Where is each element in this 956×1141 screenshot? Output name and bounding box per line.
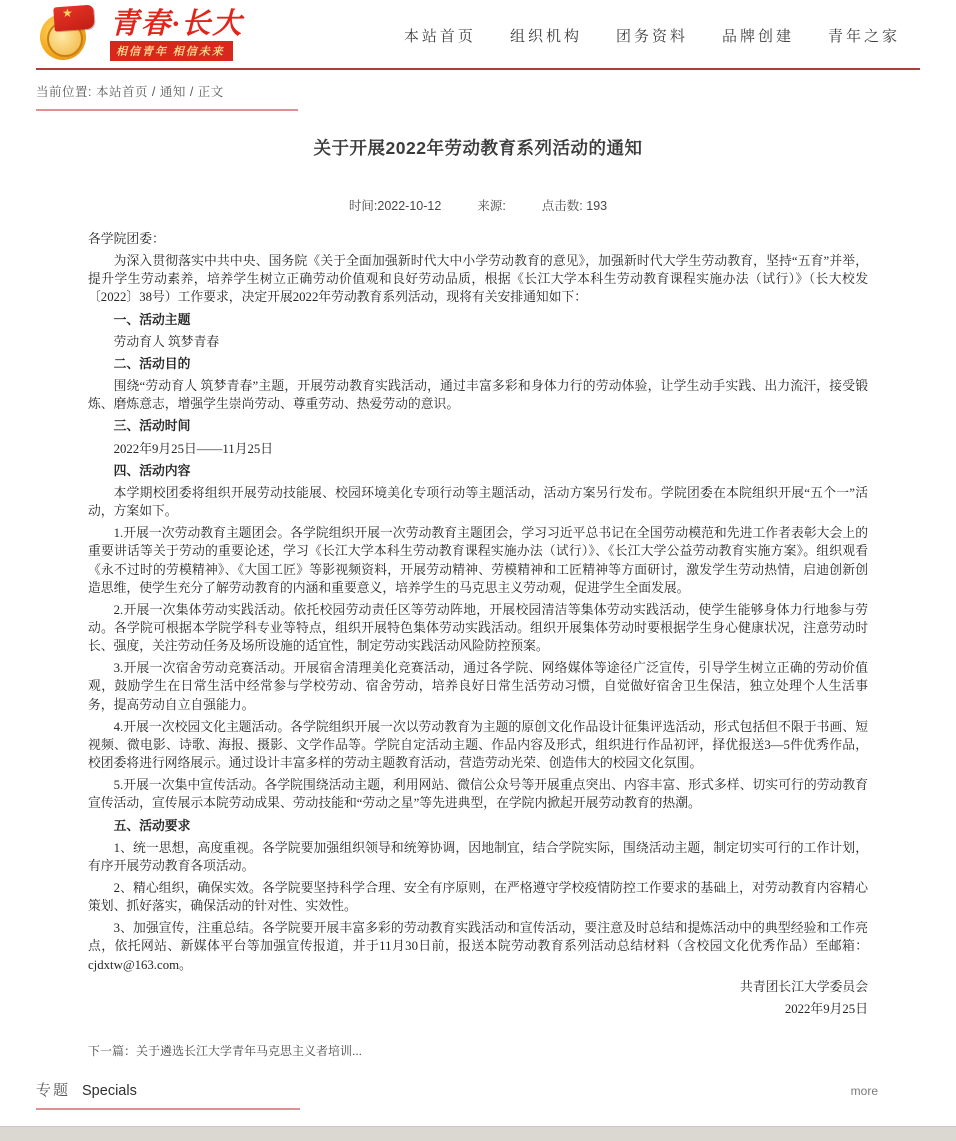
- page-title: 关于开展2022年劳动教育系列活动的通知: [313, 138, 643, 158]
- article-paragraph: 3、加强宣传，注重总结。各学院要开展丰富多彩的劳动教育实践活动和宣传活动，要注意及时总结和提炼活动中的典型经验和工作亮点，依托网站、新媒体平台等加强宣传报道，并于11月30日前，报送本院劳动教育系列活动总结材料（含校园文化优秀作品）至邮箱：cjdxtw@163.com。: [88, 921, 868, 972]
- article-source: 来源:: [477, 199, 506, 213]
- article-paragraph: 围绕“劳动育人 筑梦青春”主题，开展劳动教育实践活动，通过丰富多彩和身体力行的劳动体验，让学生动手实践、出力流汗，接受锻炼、磨炼意志，增强学生崇尚劳动、尊重劳动、热爱劳动的意识。: [88, 379, 868, 412]
- article-clicks: 点击数: 193: [541, 199, 608, 213]
- emblem-flag: [53, 5, 95, 32]
- article-paragraph: 2022年9月25日: [784, 1001, 868, 1016]
- site-header: [0, 0, 956, 68]
- section-heading: 一、活动主题: [113, 312, 191, 327]
- bottom-bar: [0, 1126, 956, 1141]
- next-post: [88, 1042, 868, 1059]
- section-heading: 三、活动时间: [113, 419, 191, 434]
- brand-slogan: 相信青年 相信未来: [110, 41, 233, 61]
- section-heading: 二、活动目的: [113, 356, 191, 371]
- article-paragraph: 1.开展一次劳动教育主题团会。各学院组织开展一次劳动教育主题团会，学习习近平总书记在全国劳动模范和先进工作者表彰大会上的重要讲话等关于劳动的重要论述，学习《长江大学本科生劳动教育课程实施办法（试行）》、《长江大学公益劳动教育实施方案》。组织观看《永不过时的劳模精神》、《大国工匠》等影视频资料，开展劳动精神、劳模精神和工匠精神等方面研讨，激发学生劳动热情，启迪创新创造思维，使学生充分了解劳动教育的内涵和重要意义，培养学生的马克思主义劳动观，促进学生全面发展。: [88, 526, 868, 595]
- article-paragraph: 2.开展一次集体劳动实践活动。依托校园劳动责任区等劳动阵地，开展校园清洁等集体劳动实践活动，使学生能够身体力行地参与劳动。各学院可根据本学院学科专业等特点，组织开展特色集体劳动实践活动。组织开展集体劳动时要根据学生身心健康状况，注意劳动时长、强度，关注劳动任务及场所设施的适宜性，制定劳动实践活动风险防控预案。: [88, 602, 868, 654]
- nav-item-home[interactable]: 本站首页: [403, 27, 476, 45]
- main-nav: [404, 25, 918, 46]
- article-paragraph: 共青团长江大学委员会: [740, 979, 868, 994]
- nav-item-brand-building[interactable]: 品牌创建: [721, 27, 794, 45]
- article-body: [88, 230, 868, 1018]
- article-paragraph: 本学期校团委将组织开展劳动技能展、校园环境美化专项行动等主题活动，活动方案另行发布。学院团委在本院组织开展“五个一”活动，方案如下。: [88, 485, 868, 519]
- article-paragraph: 2022年9月25日——11月25日: [113, 441, 274, 456]
- section-heading: 五、活动要求: [113, 818, 191, 833]
- article-time: 时间:2022-10-12: [348, 199, 442, 213]
- nav-item-league-materials[interactable]: 团务资料: [615, 27, 688, 45]
- article-paragraph: 1、统一思想，高度重视。各学院要加强组织领导和统筹协调，因地制宜，结合学院实际，围绕活动主题，制定切实可行的工作计划，有序开展劳动教育各项活动。: [88, 840, 868, 873]
- specials-more-link[interactable]: more: [850, 1084, 878, 1099]
- specials-title-zh: 专题: [36, 1082, 71, 1100]
- article-paragraph: 为深入贯彻落实中共中央、国务院《关于全面加强新时代大中小学劳动教育的意见》，加强新时代大学生劳动教育，坚持“五育”并举，提升学生劳动素养，培养学生树立正确劳动价值观和良好劳动品质，根据《长江大学本科生劳动教育课程实施办法（试行）》（长大校发〔2022〕38号）工作要求，决定开展2022年劳动教育系列活动，现将有关安排通知如下：: [88, 254, 868, 305]
- specials-divider: [36, 1108, 300, 1110]
- breadcrumb-divider: [36, 109, 298, 111]
- article-paragraph: 5.开展一次集中宣传活动。各学院围绕活动主题，利用网站、微信公众号等开展重点突出、内容丰富、形式多样、切实可行的劳动教育宣传活动，宣传展示本院劳动成果、劳动技能和“劳动之星”等先进典型，在学院内掀起开展劳动教育的热潮。: [88, 778, 868, 811]
- brand-name: 青春·长大: [110, 7, 244, 40]
- specials-title-en: Specials: [82, 1083, 137, 1100]
- nav-item-organization[interactable]: 组织机构: [509, 27, 582, 45]
- article-paragraph: 劳动育人 筑梦青春: [113, 334, 220, 349]
- brand-text: [110, 9, 243, 61]
- article-paragraph: 3.开展一次宿舍劳动竞赛活动。开展宿舍清理美化竞赛活动，通过各学院、网络媒体等途径广泛宣传，引导学生树立正确的劳动价值观，鼓励学生在日常生活中经常参与学校劳动、宿舍劳动，培养良好日常生活劳动习惯，自觉做好宿舍卫生保洁，独立处理个人生活事务，提高劳动自立自强能力。: [88, 661, 868, 712]
- header-divider: [36, 68, 920, 70]
- site-logo[interactable]: [38, 6, 243, 64]
- breadcrumb[interactable]: 当前位置: 本站首页 / 通知 / 正文: [36, 85, 224, 99]
- communist-youth-league-emblem-icon: [38, 6, 100, 64]
- article-paragraph: 2、精心组织，确保实效。各学院要坚持科学合理、安全有序原则，在严格遵守学校疫情防控工作要求的基础上，对劳动教育内容精心策划、抓好落实，确保活动的针对性、实效性。: [88, 881, 868, 914]
- article-meta: [0, 196, 956, 214]
- next-post-link[interactable]: 关于遴选长江大学青年马克思主义者培训...: [136, 1044, 363, 1059]
- specials-section-header: [36, 1079, 920, 1100]
- next-post-label: 下一篇：: [88, 1044, 137, 1059]
- article-paragraph: 各学院团委：: [88, 232, 165, 246]
- section-heading: 四、活动内容: [113, 463, 191, 478]
- emblem-star-icon: ★: [62, 6, 73, 20]
- nav-item-youth-home[interactable]: 青年之家: [827, 27, 900, 45]
- article-paragraph: 4.开展一次校园文化主题活动。各学院组织开展一次以劳动教育为主题的原创文化作品设计征集评选活动，形式包括但不限于书画、短视频、微电影、诗歌、海报、摄影、文学作品等。学院自定活动主题、作品内容及形式，组织进行作品初评，择优报送3—5件优秀作品，校团委将进行网络展示。通过设计丰富多样的劳动主题教育活动，营造劳动光荣、创造伟大的校园文化氛围。: [88, 719, 868, 771]
